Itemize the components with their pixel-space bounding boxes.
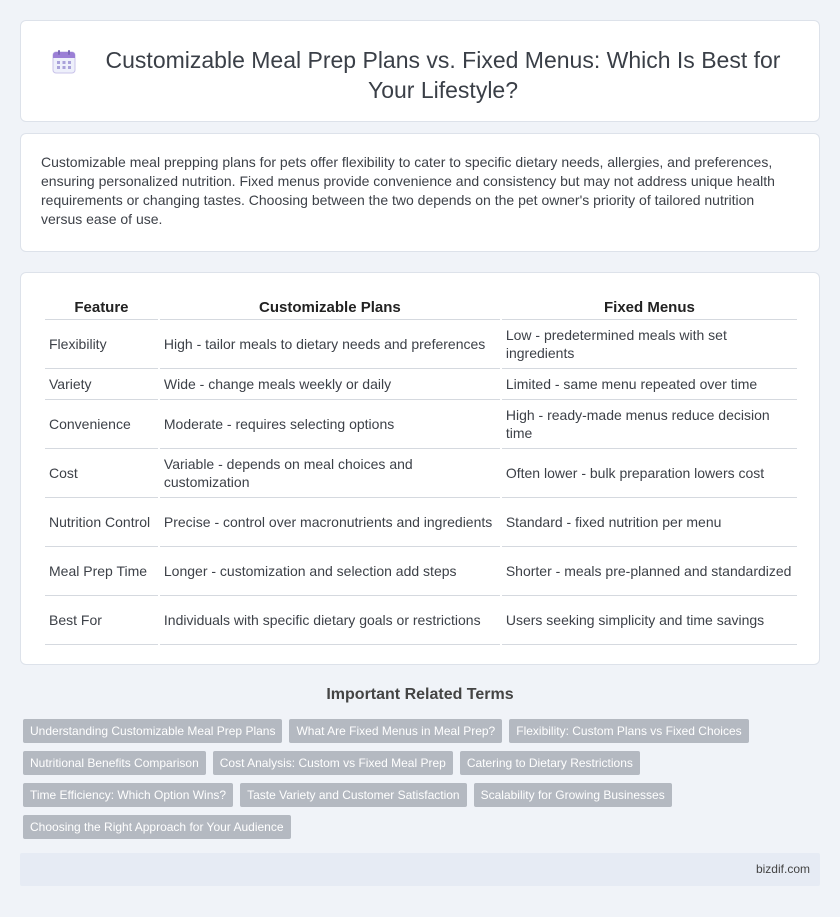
customizable-cell: Moderate - requires selecting options	[160, 400, 500, 449]
intro-paragraph: Customizable meal prepping plans for pets offer flexibility to cater to specific dietary needs, allergies, and preferences, ensuring personalized nutrition. Fixed menus provide convenience and consistency but may not address unique health requirements or changing tastes. Choosing between the two depends on the pet owner's priority of tailored nutrition versus ease of use.	[41, 154, 775, 227]
table-row	[45, 498, 797, 547]
fixed-cell: Shorter - meals pre-planned and standardized	[502, 547, 797, 596]
fixed-cell: Often lower - bulk preparation lowers cost	[502, 449, 797, 498]
feature-cell: Cost	[45, 449, 158, 498]
related-term-tag[interactable]: Flexibility: Custom Plans vs Fixed Choices	[509, 719, 748, 743]
header-fixed: Fixed Menus	[502, 293, 797, 320]
related-term-tag[interactable]: Time Efficiency: Which Option Wins?	[23, 783, 233, 807]
comparison-card	[20, 272, 820, 665]
customizable-cell: Wide - change meals weekly or daily	[160, 369, 500, 400]
fixed-cell: Users seeking simplicity and time savings	[502, 596, 797, 645]
related-terms-list	[23, 719, 783, 839]
feature-cell: Variety	[45, 369, 158, 400]
header-customizable: Customizable Plans	[160, 293, 500, 320]
feature-cell: Best For	[45, 596, 158, 645]
table-row	[45, 547, 797, 596]
related-term-tag[interactable]: Choosing the Right Approach for Your Audience	[23, 815, 291, 839]
intro-card	[20, 133, 820, 252]
related-term-tag[interactable]: What Are Fixed Menus in Meal Prep?	[289, 719, 502, 743]
customizable-cell: Longer - customization and selection add steps	[160, 547, 500, 596]
fixed-cell: Standard - fixed nutrition per menu	[502, 498, 797, 547]
feature-cell: Convenience	[45, 400, 158, 449]
fixed-cell: High - ready-made menus reduce decision time	[502, 400, 797, 449]
related-terms-title: Important Related Terms	[326, 686, 514, 703]
related-term-tag[interactable]: Nutritional Benefits Comparison	[23, 751, 206, 775]
feature-cell: Meal Prep Time	[45, 547, 158, 596]
table-header-row	[45, 293, 797, 320]
fixed-cell: Limited - same menu repeated over time	[502, 369, 797, 400]
header-card	[20, 20, 820, 122]
customizable-cell: Precise - control over macronutrients and ingredients	[160, 498, 500, 547]
calendar-icon	[51, 49, 77, 75]
table-row	[45, 449, 797, 498]
footer	[20, 853, 820, 886]
table-row	[45, 320, 797, 369]
footer-site-link[interactable]: bizdif.com	[755, 862, 810, 876]
customizable-cell: Individuals with specific dietary goals or restrictions	[160, 596, 500, 645]
customizable-cell: High - tailor meals to dietary needs and preferences	[160, 320, 500, 369]
table-row	[45, 596, 797, 645]
header-feature: Feature	[45, 293, 158, 320]
feature-cell: Nutrition Control	[45, 498, 158, 547]
fixed-cell: Low - predetermined meals with set ingredients	[502, 320, 797, 369]
related-term-tag[interactable]: Taste Variety and Customer Satisfaction	[240, 783, 467, 807]
related-term-tag[interactable]: Scalability for Growing Businesses	[474, 783, 672, 807]
table-row	[45, 400, 797, 449]
related-term-tag[interactable]: Cost Analysis: Custom vs Fixed Meal Prep	[213, 751, 453, 775]
comparison-table	[43, 293, 799, 645]
related-term-tag[interactable]: Understanding Customizable Meal Prep Plans	[23, 719, 282, 743]
customizable-cell: Variable - depends on meal choices and customization	[160, 449, 500, 498]
related-term-tag[interactable]: Catering to Dietary Restrictions	[460, 751, 640, 775]
page-title: Customizable Meal Prep Plans vs. Fixed Menus: Which Is Best for Your Lifestyle?	[105, 47, 781, 103]
feature-cell: Flexibility	[45, 320, 158, 369]
table-row	[45, 369, 797, 400]
